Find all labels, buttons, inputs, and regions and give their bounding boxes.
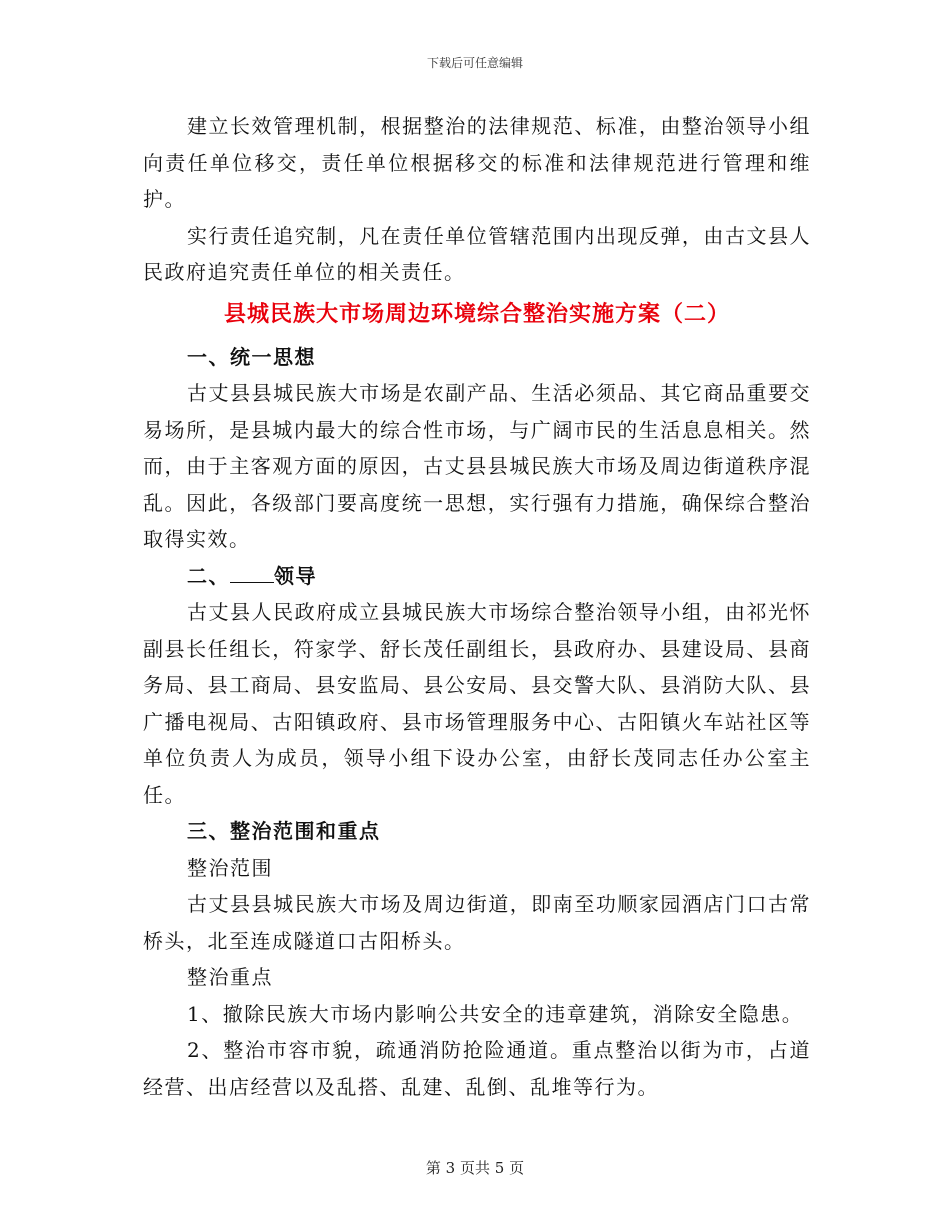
heading-2-suffix: 领导 bbox=[274, 563, 317, 588]
paragraph-leadership-group: 古丈县人民政府成立县城民族大市场综合整治领导小组，由祁光怀副县长任组长，符家学、舒长茂任副组长，县政府办、县建设局、县商务局、县工商局、县安监局、县公安局、县交警大队、县消防大队、县广播电视局、古阳镇政府、县市场管理服务中心、古阳镇火车站社区等单位负责人为成员，领导小组下设办公室，由舒长茂同志任办公室主任。 bbox=[143, 600, 811, 807]
page-header-note: 下载后可任意编辑 bbox=[426, 56, 523, 70]
document-title: 县城民族大市场周边环境综合整治实施方案（二） bbox=[223, 301, 730, 327]
paragraph-scope: 古丈县县城民族大市场及周边街道，即南至功顺家园酒店门口古常桥头，北至连成隧道口古阳桥头。 bbox=[143, 892, 811, 953]
paragraph-unify-thinking: 古丈县县城民族大市场是农副产品、生活必须品、其它商品重要交易场所，是县城内最大的综合性市场，与广阔市民的生活息息相关。然而，由于主客观方面的原因，古丈县县城民族大市场及周边街道秩序混乱。因此，各级部门要高度统一思想，实行强有力措施，确保综合整治取得实效。 bbox=[143, 381, 811, 551]
fill-blank bbox=[230, 564, 274, 583]
list-item-2: 2、整治市容市貌，疏通消防抢险通道。重点整治以街为市，占道经营、出店经营以及乱搭、乱建、乱倒、乱堆等行为。 bbox=[143, 1038, 811, 1099]
document-body bbox=[143, 108, 811, 1105]
paragraph-long-term-mechanism: 建立长效管理机制，根据整治的法律规范、标准，由整治领导小组向责任单位移交，责任单位根据移交的标准和法律规范进行管理和维护。 bbox=[143, 114, 811, 211]
page-number: 第 3 页共 5 页 bbox=[425, 1159, 525, 1177]
section-heading-1: 一、统一思想 bbox=[187, 344, 316, 369]
paragraph-accountability: 实行责任追究制，凡在责任单位管辖范围内出现反弹，由古文县人民政府追究责任单位的相关责任。 bbox=[143, 223, 811, 284]
subheading-focus: 整治重点 bbox=[187, 965, 273, 989]
list-item-1: 1、撤除民族大市场内影响公共安全的违章建筑，消除安全隐患。 bbox=[187, 1001, 804, 1026]
heading-2-prefix: 二、 bbox=[187, 563, 230, 588]
section-heading-3: 三、整治范围和重点 bbox=[187, 819, 381, 843]
subheading-scope: 整治范围 bbox=[187, 855, 273, 880]
section-heading-2 bbox=[143, 558, 811, 595]
